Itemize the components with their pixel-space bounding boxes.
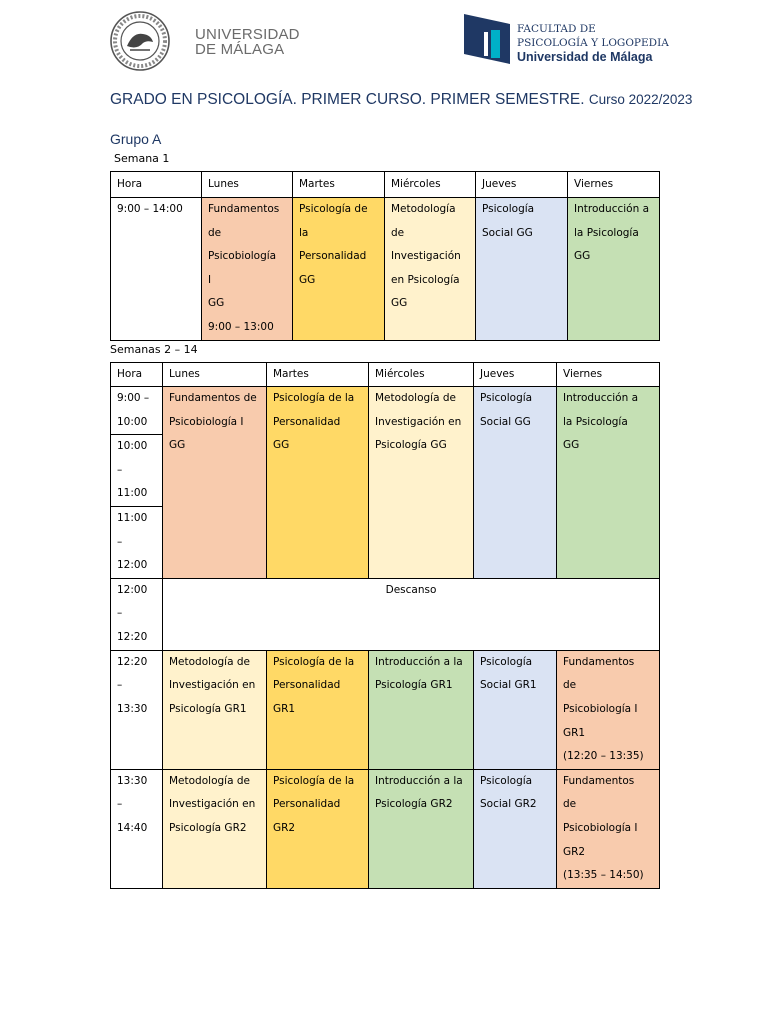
line: GG <box>563 439 580 452</box>
line: 10:00 <box>117 415 148 428</box>
line: Investigación en <box>375 415 462 428</box>
cell-hora <box>111 198 202 341</box>
line: Psicobiología I <box>563 702 638 715</box>
line: GR1 <box>273 702 296 715</box>
cell-hora <box>111 387 163 435</box>
line: de <box>391 226 405 239</box>
week1-label: Semana 1 <box>114 152 170 165</box>
line: Personalidad <box>273 679 341 692</box>
line: 11:00 <box>117 511 148 524</box>
line: Metodología <box>391 203 456 215</box>
line: Psicología <box>480 774 533 787</box>
header-hora: Hora <box>111 363 163 387</box>
line: de <box>563 798 577 811</box>
line: 13:30 <box>117 774 148 787</box>
cell-viernes-gr1 <box>557 650 660 769</box>
time-text: 9:00 – 14:00 <box>117 203 183 215</box>
line: Metodología de <box>375 392 456 404</box>
line: Introducción a <box>563 392 639 404</box>
cell-viernes-gg <box>557 387 660 579</box>
faculty-line2: PSICOLOGÍA Y LOGOPEDIA <box>517 37 669 49</box>
line: Introducción a la <box>375 774 463 787</box>
break-cell: Descanso <box>163 578 660 650</box>
cell-miercoles-gg <box>369 387 474 579</box>
header-miercoles: Miércoles <box>369 363 474 387</box>
header-martes: Martes <box>267 363 369 387</box>
line: 14:40 <box>117 821 148 834</box>
line: Psicología GG <box>375 439 447 452</box>
line: 12:20 <box>117 655 148 668</box>
cell-lunes-gg <box>163 387 267 579</box>
line: 12:00 <box>117 559 148 572</box>
line: Psicología de <box>299 203 368 215</box>
cell-lunes-gr1 <box>163 650 267 769</box>
line: – <box>117 679 123 692</box>
line: Social GG <box>480 415 531 428</box>
university-name-line1: UNIVERSIDAD <box>195 26 300 43</box>
cell-jueves <box>476 198 568 341</box>
header-viernes: Viernes <box>557 363 660 387</box>
line: Fundamentos de <box>169 392 257 404</box>
line: Psicología GR1 <box>375 679 453 692</box>
faculty-line1: FACULTAD DE <box>517 23 596 35</box>
line: Psicología GR1 <box>169 702 247 715</box>
faculty-name <box>517 22 669 65</box>
line: GR1 <box>563 726 586 739</box>
table-row <box>111 650 660 769</box>
line: 9:00 – 13:00 <box>208 320 274 333</box>
header-jueves: Jueves <box>476 172 568 198</box>
line: Introducción a la <box>375 655 463 668</box>
cell-jueves-gg <box>474 387 557 579</box>
line: GR2 <box>273 821 296 834</box>
university-name <box>195 27 300 57</box>
cell-hora <box>111 435 163 507</box>
line: Investigación en <box>169 798 256 811</box>
cell-viernes <box>568 198 660 341</box>
line: 13:30 <box>117 702 148 715</box>
line: – <box>117 535 123 548</box>
faculty-line3: Universidad de Málaga <box>517 50 653 64</box>
cell-martes-gg <box>267 387 369 579</box>
line: Fundamentos <box>208 203 280 215</box>
cell-jueves-gr1 <box>474 650 557 769</box>
line: Psicología GR2 <box>169 821 247 834</box>
line: Psicología GR2 <box>375 798 453 811</box>
header-jueves: Jueves <box>474 363 557 387</box>
line: Fundamentos <box>563 774 635 787</box>
line: – <box>117 798 123 811</box>
line: – <box>117 463 123 476</box>
line: GG <box>273 439 290 452</box>
university-seal-logo <box>109 10 185 73</box>
line: Psicobiología I <box>563 821 638 834</box>
line: Psicología <box>480 392 533 404</box>
cell-hora <box>111 506 163 578</box>
line: GG <box>391 297 408 310</box>
cell-hora <box>111 650 163 769</box>
line: de <box>563 679 577 692</box>
cell-martes-gr1 <box>267 650 369 769</box>
line: (13:35 – 14:50) <box>563 869 644 882</box>
weeks2-14-schedule-table <box>110 362 660 889</box>
line: 10:00 <box>117 440 148 453</box>
line: Social GR2 <box>480 798 537 811</box>
table-row <box>111 578 660 650</box>
line: Personalidad <box>273 415 341 428</box>
line: Psicobiología I <box>169 415 244 428</box>
line: de <box>208 226 222 239</box>
cell-jueves-gr2 <box>474 769 557 888</box>
header-viernes: Viernes <box>568 172 660 198</box>
line: – <box>117 607 123 620</box>
table-header-row <box>111 363 660 387</box>
cell-hora <box>111 578 163 650</box>
line: (12:20 – 13:35) <box>563 750 644 763</box>
cell-miercoles-gr2 <box>369 769 474 888</box>
line: Psicología <box>480 655 533 668</box>
line: Investigación en <box>169 679 256 692</box>
line: Fundamentos <box>563 655 635 668</box>
cell-miercoles <box>385 198 476 341</box>
header-lunes: Lunes <box>163 363 267 387</box>
line: Social GR1 <box>480 679 537 692</box>
line: 11:00 <box>117 487 148 500</box>
cell-martes-gr2 <box>267 769 369 888</box>
cell-lunes <box>202 198 293 341</box>
line: Investigación <box>391 250 461 263</box>
group-heading: Grupo A <box>110 131 162 147</box>
title-course: Curso 2022/2023 <box>588 92 693 107</box>
cell-miercoles-gr1 <box>369 650 474 769</box>
faculty-logo <box>464 14 510 64</box>
line: I <box>208 273 212 286</box>
line: GG <box>299 273 316 286</box>
weeks2-14-label: Semanas 2 – 14 <box>110 343 198 356</box>
cell-martes <box>293 198 385 341</box>
header-lunes: Lunes <box>202 172 293 198</box>
line: la <box>299 226 309 239</box>
line: GG <box>169 439 186 452</box>
line: Metodología de <box>169 655 250 668</box>
line: 12:00 <box>117 583 148 596</box>
line: Introducción a <box>574 203 650 215</box>
line: GG <box>574 250 591 263</box>
cell-lunes-gr2 <box>163 769 267 888</box>
line: Psicología de la <box>273 655 355 668</box>
line: Psicología de la <box>273 392 355 404</box>
line: Psicobiología <box>208 250 277 263</box>
table-row <box>111 198 660 341</box>
line: GG <box>208 297 225 310</box>
header-miercoles: Miércoles <box>385 172 476 198</box>
line: Metodología de <box>169 774 250 787</box>
line: Psicología <box>482 203 535 215</box>
title-main: GRADO EN PSICOLOGÍA. PRIMER CURSO. PRIMER SEMESTRE. <box>110 91 585 108</box>
line: la Psicología <box>574 226 639 239</box>
page-title <box>110 91 692 109</box>
table-row <box>111 387 660 435</box>
line: Personalidad <box>299 250 367 263</box>
header-hora: Hora <box>111 172 202 198</box>
line: Psicología de la <box>273 774 355 787</box>
header-martes: Martes <box>293 172 385 198</box>
week1-schedule-table <box>110 171 660 341</box>
line: Social GG <box>482 226 533 239</box>
line: en Psicología <box>391 273 460 286</box>
line: 9:00 – <box>117 392 150 404</box>
cell-viernes-gr2 <box>557 769 660 888</box>
table-header-row <box>111 172 660 198</box>
line: 12:20 <box>117 630 148 643</box>
university-name-line2: DE MÁLAGA <box>195 41 285 58</box>
line: GR2 <box>563 845 586 858</box>
line: la Psicología <box>563 415 628 428</box>
table-row <box>111 769 660 888</box>
line: Personalidad <box>273 798 341 811</box>
cell-hora <box>111 769 163 888</box>
